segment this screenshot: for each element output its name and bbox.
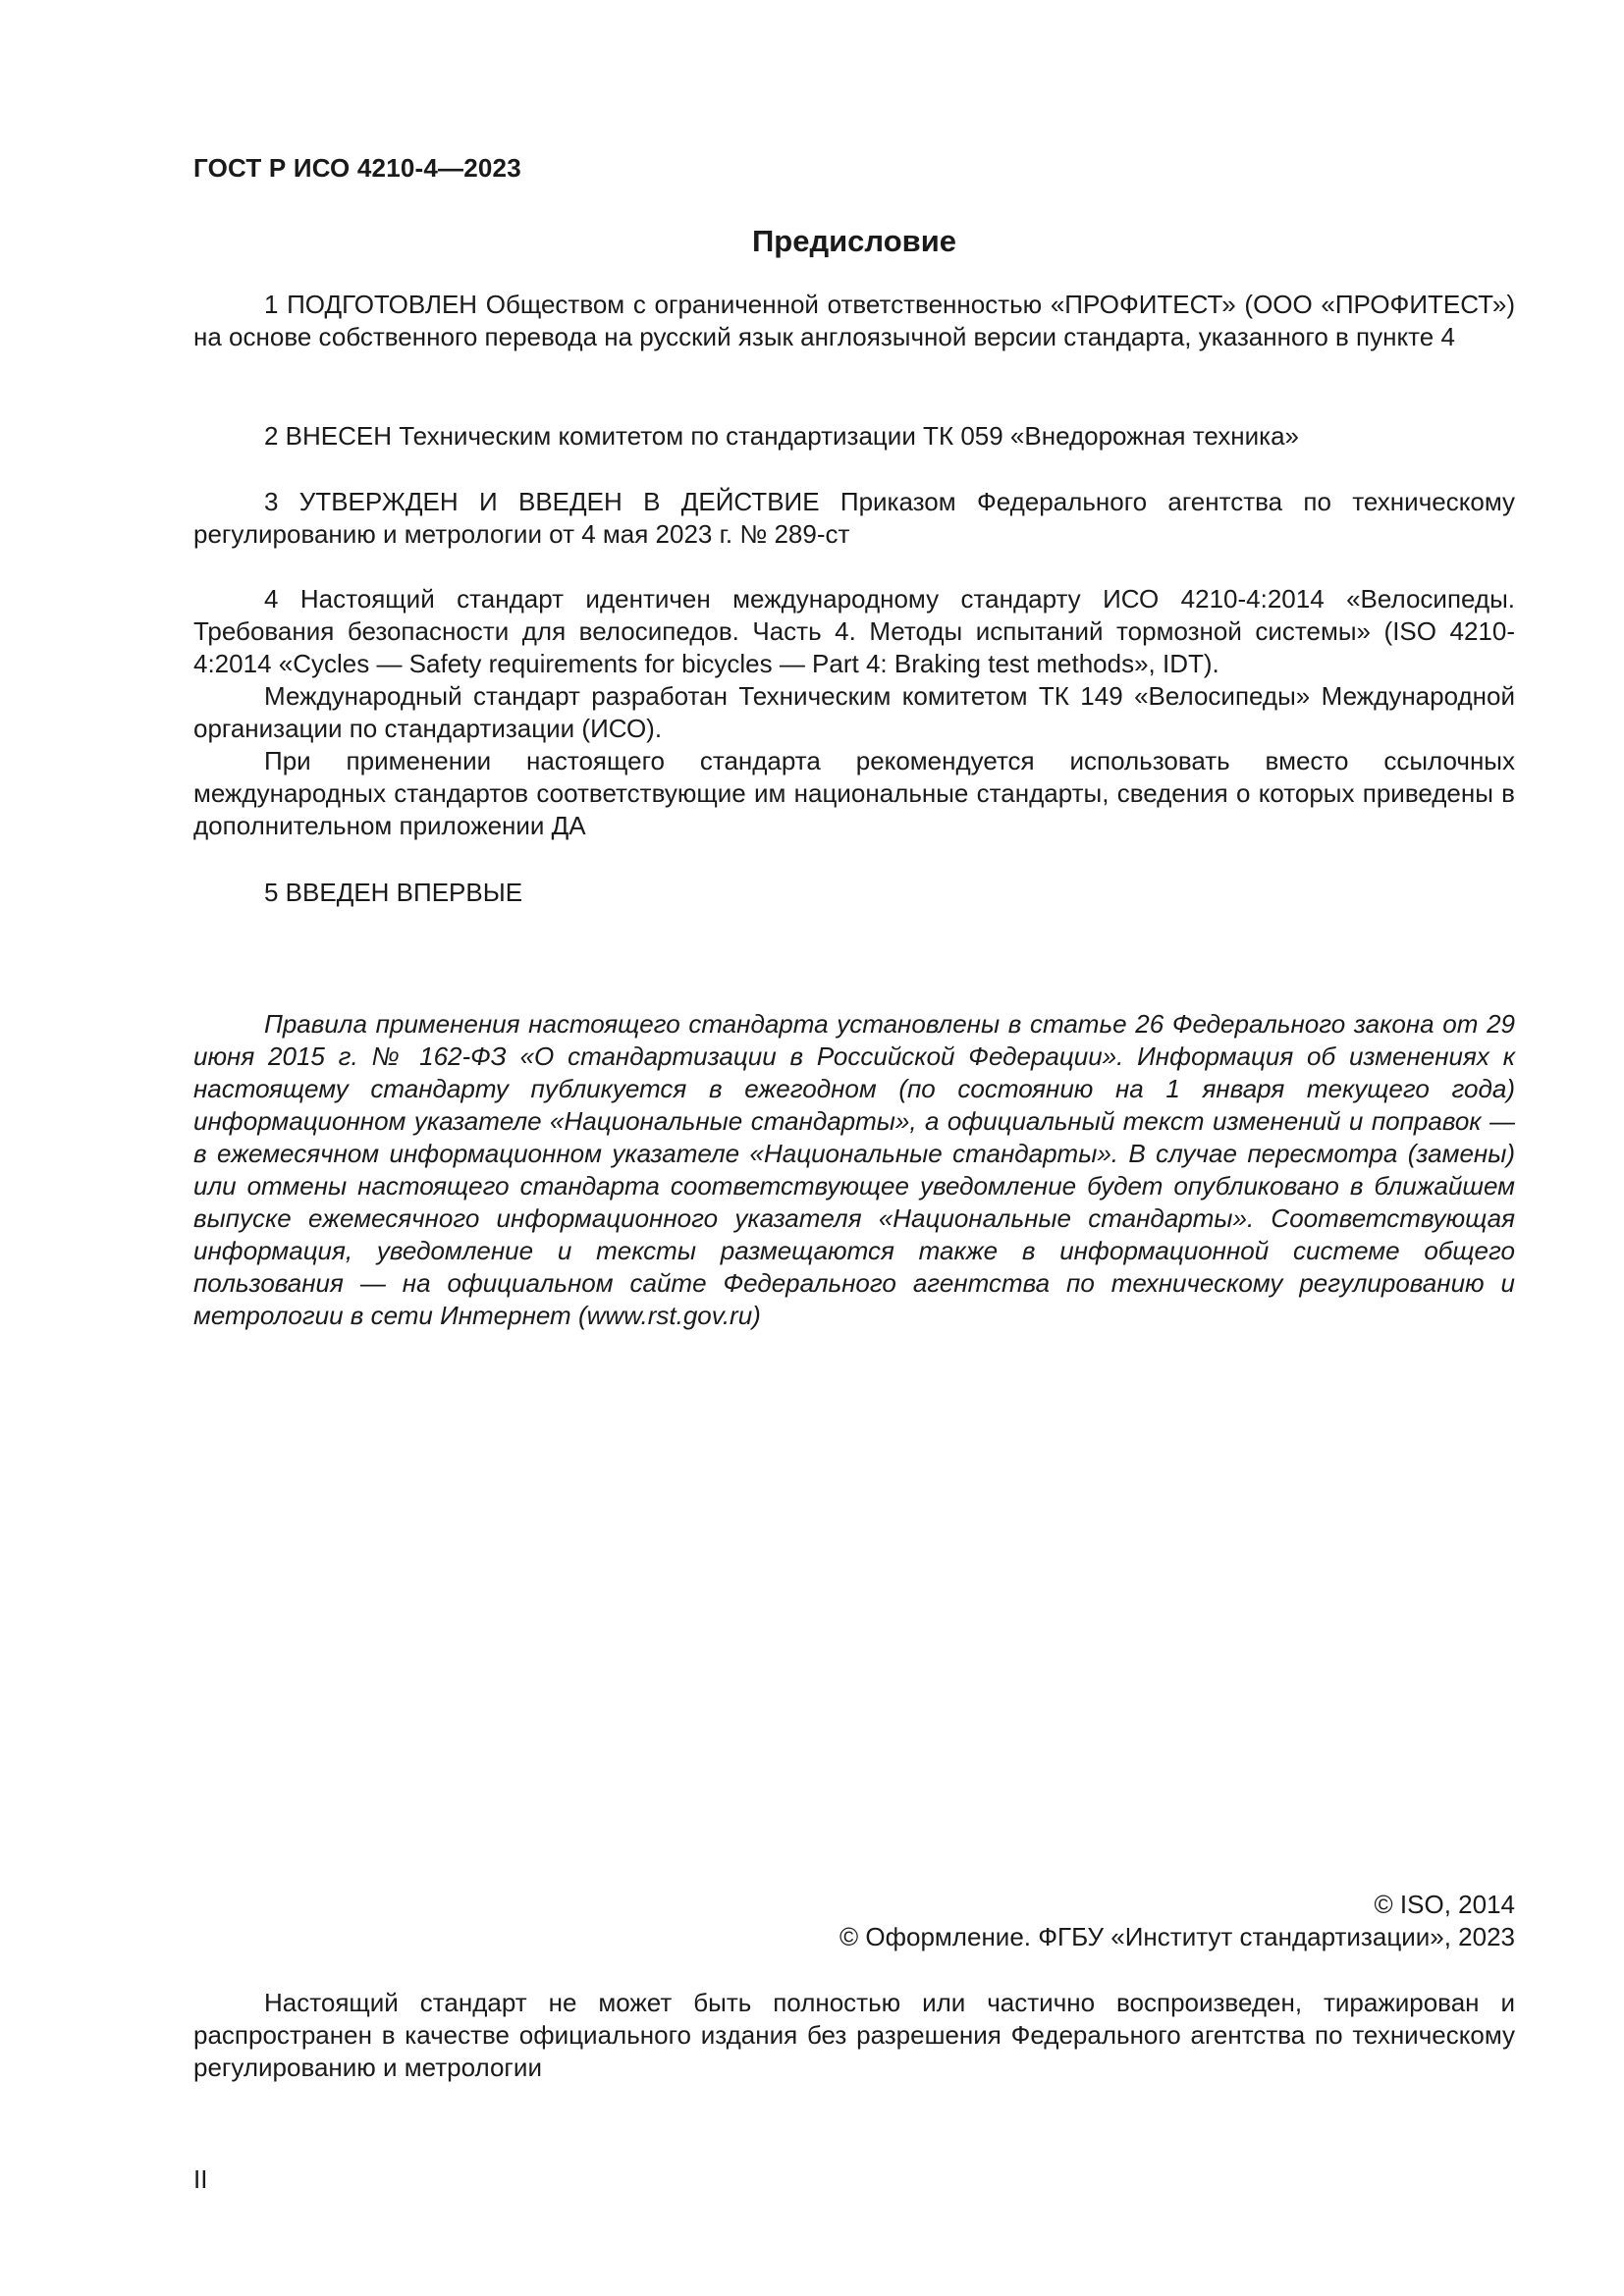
foreword-item-3 bbox=[193, 486, 1515, 551]
copyright-block bbox=[839, 1889, 1515, 1953]
foreword-item-4-paragraph-3: При применении настоящего стандарта рекомендуется использовать вместо ссылочных международных стандартов соответствующие им национальные стандарты, сведения о которых приведены в дополнительном приложении ДА bbox=[193, 746, 1515, 840]
foreword-item-5-text: 5 ВВЕДЕН ВПЕРВЫЕ bbox=[264, 878, 523, 907]
page-title: Предисловие bbox=[751, 224, 956, 258]
application-rules-note-text: Правила применения настоящего стандарта установлены в статье 26 Федерального закона от 29 июня 2015 г. № 162-ФЗ «О стандартизации в Российской Федерации». Информация об изменениях к настоящему стандарту публикуется в ежегодном (по состоянию на 1 января текущего года) информационном указателе «Национальные стандарты», а официальный текст изменений и поправок — в ежемесячном информационном указателе «Национальные стандарты». В случае пересмотра (замены) или отмены настоящего стандарта соответствующее уведомление будет опубликовано в ближайшем выпуске ежемесячного информационного указателя «Национальные стандарты». Соответствующая информация, уведомление и тексты размещаются также в информационной системе общего пользования — на официальном сайте Федерального агентства по техническому регулированию и метрологии в сети Интернет (www.rst.gov.ru) bbox=[193, 1009, 1515, 1330]
reproduction-notice bbox=[193, 1987, 1515, 2084]
application-rules-note bbox=[193, 1008, 1515, 1332]
foreword-item-4-paragraph-1: 4 Настоящий стандарт идентичен международному стандарту ИСО 4210-4:2014 «Велосипеды. Требования безопасности для велосипедов. Часть 4. Методы испытаний тормозной системы» (ISO 4210-4:2014 «Cycles — Safety requirements for bicycles — Part 4: Braking test methods», IDT). bbox=[193, 584, 1515, 678]
page-number: II bbox=[193, 2164, 208, 2194]
copyright-design: © Оформление. ФГБУ «Институт стандартизации», 2023 bbox=[839, 1922, 1515, 1951]
foreword-item-3-text: 3 УТВЕРЖДЕН И ВВЕДЕН В ДЕЙСТВИЕ Приказом Федерального агентства по техническому регулированию и метрологии от 4 мая 2023 г. № 289-ст bbox=[193, 487, 1515, 549]
foreword-item-4 bbox=[193, 583, 1515, 842]
foreword-item-2-text: 2 ВНЕСЕН Техническим комитетом по стандартизации ТК 059 «Внедорожная техника» bbox=[264, 421, 1299, 451]
foreword-item-2 bbox=[193, 420, 1515, 453]
foreword-item-1 bbox=[193, 289, 1515, 353]
reproduction-notice-text: Настоящий стандарт не может быть полностью или частично воспроизведен, тиражирован и распространен в качестве официального издания без разрешения Федерального агентства по техническому регулированию и метрологии bbox=[193, 1988, 1515, 2082]
copyright-iso: © ISO, 2014 bbox=[1374, 1890, 1515, 1919]
foreword-item-5 bbox=[193, 877, 1515, 909]
foreword-item-1-text: 1 ПОДГОТОВЛЕН Обществом с ограниченной ответственностью «ПРОФИТЕСТ» (ООО «ПРОФИТЕСТ») на основе собственного перевода на русский язык англоязычной версии стандарта, указанного в пункте 4 bbox=[193, 290, 1515, 351]
standard-code-header: ГОСТ Р ИСО 4210-4—2023 bbox=[193, 153, 521, 183]
foreword-item-4-paragraph-2: Международный стандарт разработан Техническим комитетом ТК 149 «Велосипеды» Международной организации по стандартизации (ИСО). bbox=[193, 681, 1515, 743]
